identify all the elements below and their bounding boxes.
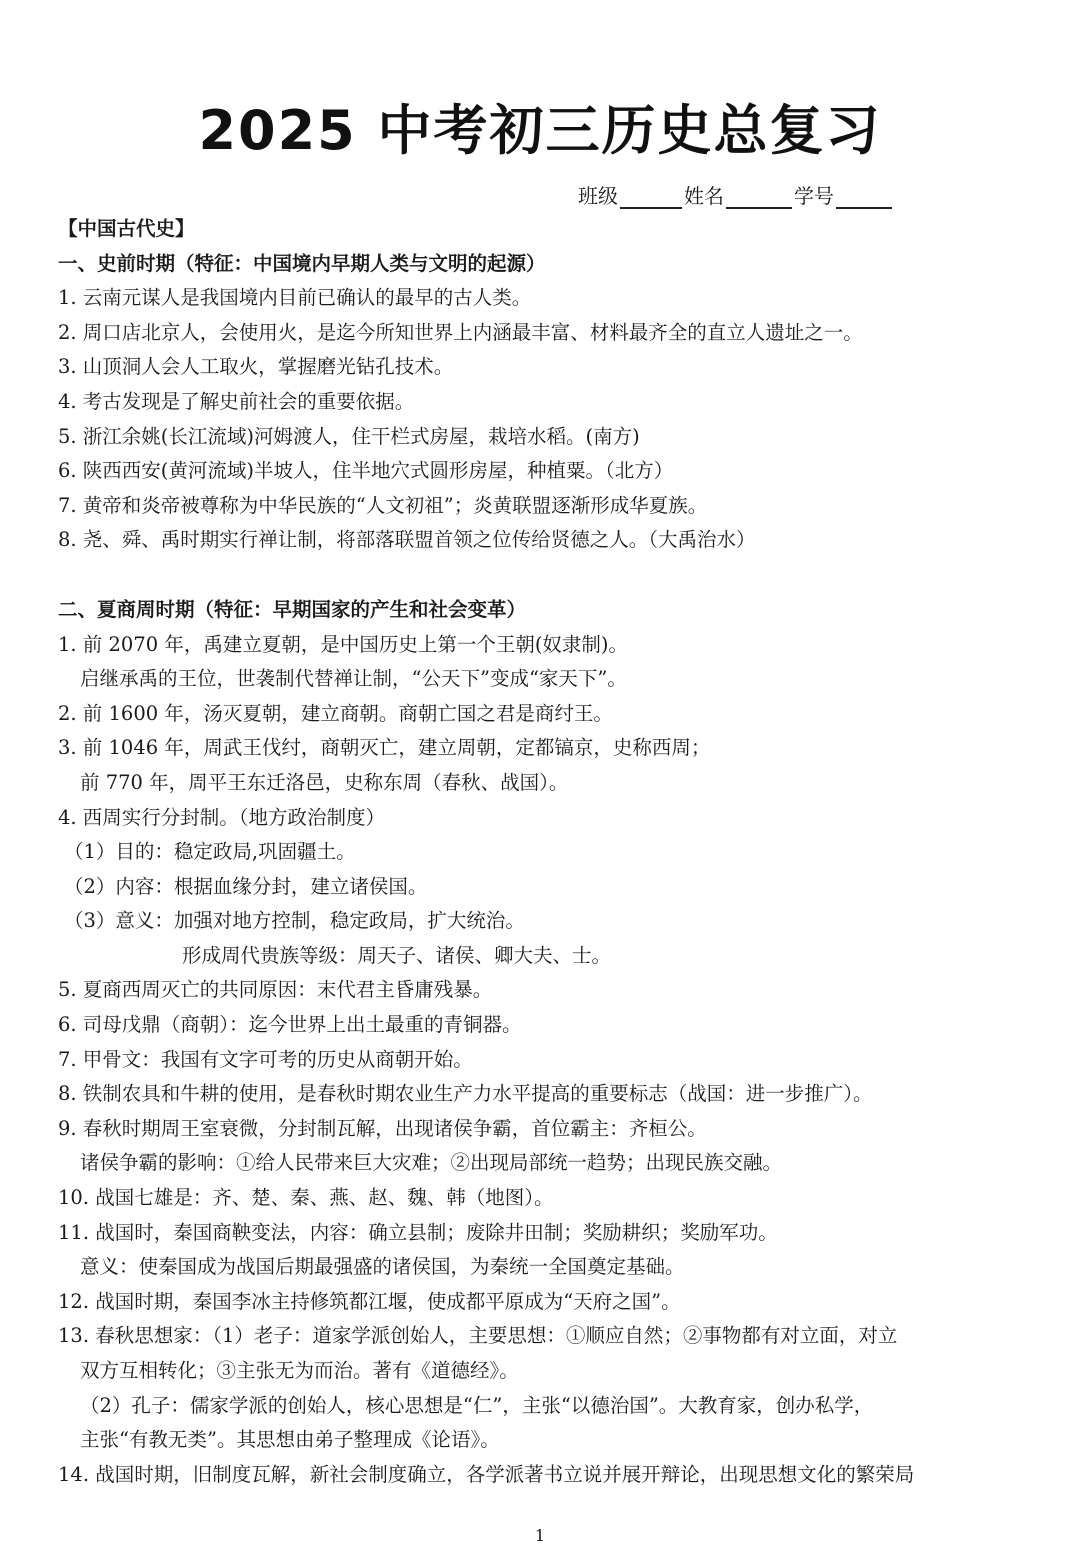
- list-item: 6. 陕西西安(黄河流域)半坡人，住半地穴式圆形房屋，种植粟。（北方）: [58, 459, 674, 483]
- list-item: 形成周代贵族等级：周天子、诸侯、卿大夫、士。: [182, 943, 612, 967]
- list-item: 8. 铁制农具和牛耕的使用，是春秋时期农业生产力水平提高的重要标志（战国：进一步推广）。: [58, 1082, 873, 1106]
- list-item: 3. 前 1046 年，周武王伐纣，商朝灭亡，建立周朝，定都镐京，史称西周；: [58, 736, 711, 760]
- name-label: 姓名: [684, 184, 724, 208]
- page-number: 1: [534, 1526, 546, 1545]
- part-heading: 【中国古代史】: [58, 217, 195, 240]
- list-item: （1）目的：稳定政局,巩固疆土。: [64, 840, 356, 864]
- list-item: 5. 夏商西周灭亡的共同原因：末代君主昏庸残暴。: [58, 978, 493, 1002]
- list-item: 13. 春秋思想家：（1）老子：道家学派创始人，主要思想：①顺应自然；②事物都有对立面，对立: [58, 1324, 898, 1348]
- list-item: 9. 春秋时期周王室衰微，分封制瓦解，出现诸侯争霸，首位霸主：齐桓公。: [58, 1116, 707, 1140]
- list-item: 14. 战国时期，旧制度瓦解，新社会制度确立，各学派著书立说并展开辩论，出现思想文化的繁荣局: [58, 1462, 915, 1486]
- list-item: 6. 司母戊鼎（商朝）：迄今世界上出土最重的青铜器。: [58, 1013, 522, 1037]
- list-item: 诸侯争霸的影响：①给人民带来巨大灾难；②出现局部统一趋势；出现民族交融。: [80, 1151, 783, 1175]
- list-item: 4. 考古发现是了解史前社会的重要依据。: [58, 389, 415, 413]
- list-item: 主张“有教无类”。其思想由弟子整理成《论语》。: [80, 1428, 500, 1452]
- list-item: 前 770 年，周平王东迁洛邑，史称东周（春秋、战国）。: [80, 770, 569, 794]
- list-item: （2）孔子：儒家学派的创始人，核心思想是“仁”，主张“以德治国”。大教育家，创办私学，: [80, 1393, 874, 1417]
- section-heading: 二、夏商周时期（特征：早期国家的产生和社会变革）: [58, 597, 527, 621]
- list-item: 1. 前 2070 年，禹建立夏朝，是中国历史上第一个王朝(奴隶制)。: [58, 632, 629, 656]
- document-body: [58, 212, 1038, 1492]
- section-heading: 一、史前时期（特征：中国境内早期人类与文明的起源）: [58, 251, 546, 275]
- list-item: （3）意义：加强对地方控制，稳定政局，扩大统治。: [64, 909, 525, 933]
- class-blank[interactable]: [620, 187, 682, 209]
- list-item: 10. 战国七雄是：齐、楚、秦、燕、赵、魏、韩（地图）。: [58, 1186, 554, 1210]
- list-item: 1. 云南元谋人是我国境内目前已确认的最早的古人类。: [58, 286, 532, 310]
- list-item: 3. 山顶洞人会人工取火，掌握磨光钻孔技术。: [58, 355, 454, 379]
- list-item: 意义：使秦国成为战国后期最强盛的诸侯国，为秦统一全国奠定基础。: [80, 1255, 685, 1279]
- list-item: 11. 战国时，秦国商鞅变法，内容：确立县制；废除井田制；奖励耕织；奖励军功。: [58, 1220, 778, 1244]
- list-item: （2）内容：根据血缘分封，建立诸侯国。: [64, 874, 428, 898]
- list-item: 8. 尧、舜、禹时期实行禅让制，将部落联盟首领之位传给贤德之人。（大禹治水）: [58, 528, 756, 552]
- list-item: 5. 浙江余姚(长江流域)河姆渡人，住干栏式房屋，栽培水稻。(南方): [58, 424, 640, 448]
- number-label: 学号: [794, 184, 834, 208]
- student-info: [578, 180, 894, 209]
- class-label: 班级: [578, 184, 618, 208]
- list-item: 启继承禹的王位，世袭制代替禅让制，“公天下”变成“家天下”。: [80, 667, 627, 691]
- list-item: 7. 黄帝和炎帝被尊称为中华民族的“人文初祖”；炎黄联盟逐渐形成华夏族。: [58, 493, 708, 517]
- list-item: 2. 周口店北京人，会使用火，是迄今所知世界上内涵最丰富、材料最齐全的直立人遗址之一。: [58, 320, 863, 344]
- name-blank[interactable]: [726, 187, 792, 209]
- list-item: 2. 前 1600 年，汤灭夏朝，建立商朝。商朝亡国之君是商纣王。: [58, 701, 613, 725]
- page-title: 2025 中考初三历史总复习: [198, 99, 882, 162]
- list-item: 双方互相转化；③主张无为而治。著有《道德经》。: [80, 1359, 519, 1382]
- number-blank[interactable]: [836, 187, 892, 209]
- section-spacer: [58, 558, 1038, 593]
- list-item: 7. 甲骨文：我国有文字可考的历史从商朝开始。: [58, 1047, 473, 1071]
- list-item: 4. 西周实行分封制。（地方政治制度）: [58, 805, 386, 829]
- list-item: 12. 战国时期，秦国李冰主持修筑都江堰，使成都平原成为“天府之国”。: [58, 1289, 681, 1313]
